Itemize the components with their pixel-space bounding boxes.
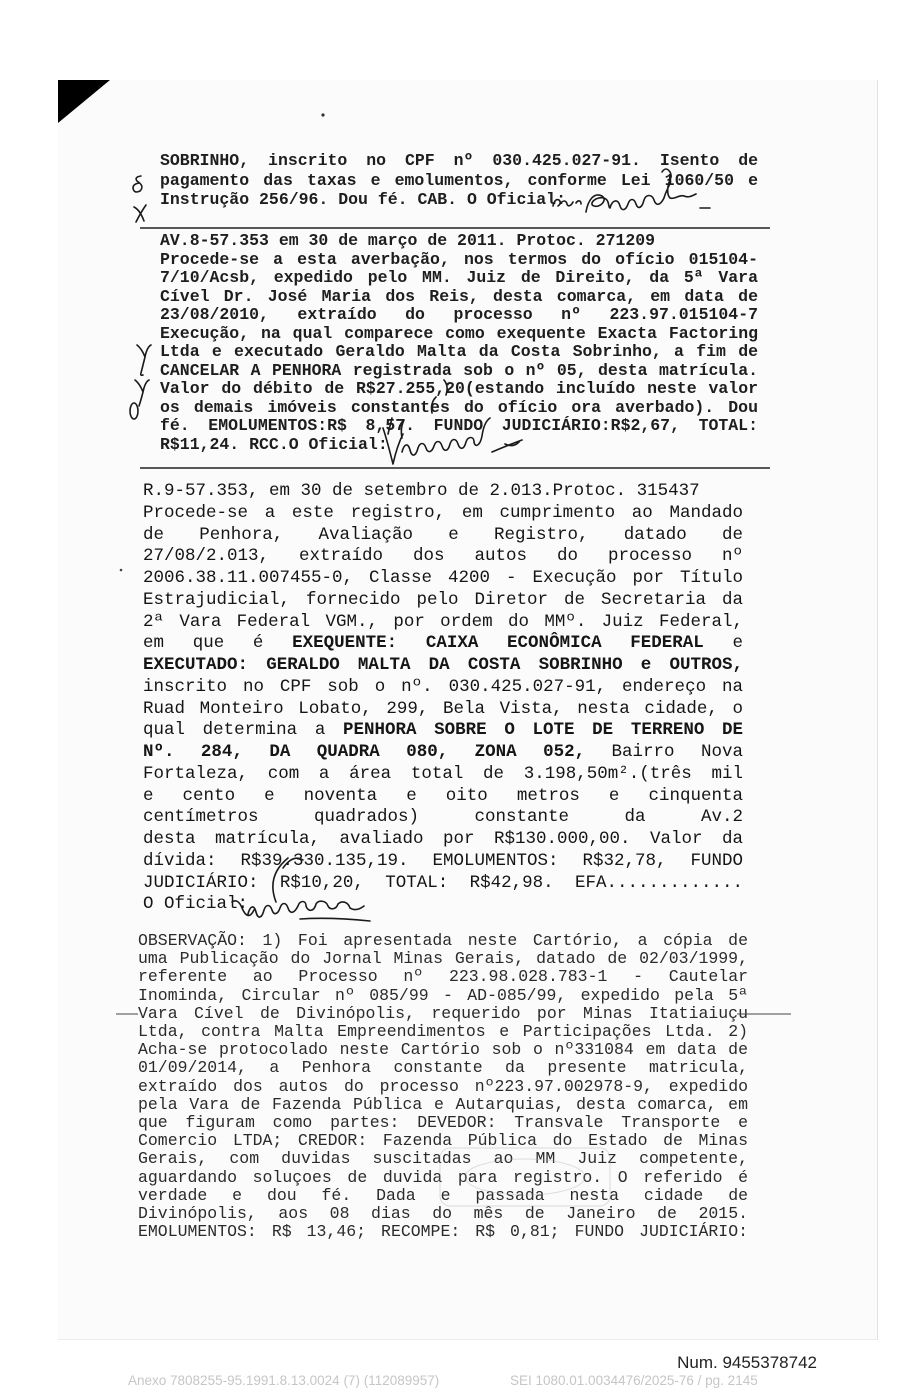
text-line: 23/08/2010, extraído do processo nº 223.97.015104-7 xyxy=(160,305,758,324)
text-segment: Bairro Nova xyxy=(585,742,743,762)
text-segment: e xyxy=(703,633,744,654)
text-line: CANCELAR A PENHORA registrada sob o nº 05, desta matrícula. xyxy=(160,360,758,380)
text-line: verdade e dou fé. Dada e passada nesta cidade de xyxy=(138,1185,748,1205)
text-line: que figuram como partes: DEVEDOR: Transvale Transporte e xyxy=(138,1113,748,1133)
text-line: Comercio LTDA; CREDOR: Fazenda Pública do Estado de Minas xyxy=(138,1131,748,1151)
text-line: Valor do débito de R$27.255,20(estando incluído neste valor xyxy=(160,379,758,398)
text-line: Vara Cível de Divinópolis, requerido por Minas Itatiaiuçu xyxy=(138,1003,748,1023)
text-line: EMOLUMENTOS: R$ 13,46; RECOMPE: R$ 0,81; FUNDO JUDICIÁRIO: xyxy=(138,1222,748,1242)
text-line xyxy=(143,720,743,742)
text-line: 01/09/2014, a Penhora constante da presente matricula, xyxy=(138,1058,748,1078)
text-segment: qual determina a xyxy=(143,720,343,741)
document-number: Num. 9455378742 xyxy=(677,1353,817,1372)
text-line: Divinópolis, aos 08 dias do mês de Janeiro de 2015. xyxy=(138,1204,748,1224)
anexo-reference: Anexo 7808255-95.1991.8.13.0024 (7) (112089957) xyxy=(128,1373,440,1388)
text-line: desta matrícula, avaliado por R$130.000,00. Valor da xyxy=(143,829,743,849)
observacao xyxy=(138,932,748,1241)
text-line: uma Publicação do Jornal Minas Gerais, datado de 02/03/1999, xyxy=(138,949,748,969)
executado-name: EXECUTADO: GERALDO MALTA DA COSTA SOBRINHO e OUTROS, xyxy=(143,655,743,675)
lote-identification: Nº. 284, DA QUADRA 080, ZONA 052, xyxy=(143,742,586,762)
text-line: inscrito no CPF sob o nº. 030.425.027-91, endereço na xyxy=(143,676,743,697)
text-line: R.9-57.353, em 30 de setembro de 2.013.Protoc. 315437 xyxy=(143,481,700,501)
text-line: Instrução 256/96. Dou fé. CAB. O Oficial: xyxy=(160,190,566,209)
text-line: extraído dos autos do processo nº223.97.002978-9, expedido xyxy=(138,1076,748,1096)
text-line: dívida: R$39.330.135,19. EMOLUMENTOS: R$32,78, FUNDO xyxy=(143,850,743,871)
text-line: fé. EMOLUMENTOS:R$ 8,57. FUNDO JUDICIÁRIO:R$2,67, TOTAL: xyxy=(160,416,758,435)
exequente-name: EXEQUENTE: CAIXA ECONÔMICA FEDERAL xyxy=(292,633,704,654)
text-line xyxy=(143,633,743,655)
text-line: Acha-se protocolado neste Cartório sob o nº331084 em data de xyxy=(138,1040,748,1060)
text-line: 27/08/2.013, extraído dos autos do processo nº xyxy=(143,546,743,567)
text-line: O Oficial: xyxy=(143,894,249,915)
text-line: pela Vara de Fazenda Pública e Autarquias, desta comarca, em xyxy=(138,1094,748,1114)
text-line: JUDICIÁRIO: R$10,20, TOTAL: R$42,98. EFA............. xyxy=(143,872,743,893)
averbacao-av8 xyxy=(160,232,758,454)
text-line: 2006.38.11.007455-0, Classe 4200 - Execução por Título xyxy=(143,568,743,588)
text-line: Execução, na qual comparece como exequente Exacta Factoring xyxy=(160,323,758,343)
registro-r9 xyxy=(143,481,743,916)
text-line: Ruad Monteiro Lobato, 299, Bela Vista, nesta cidade, o xyxy=(143,698,743,719)
text-line: 7/10/Acsb, expedido pelo MM. Juiz de Direito, da 5ª Vara xyxy=(160,268,758,287)
text-segment: em que é xyxy=(143,633,293,654)
text-line: Procede-se a esta averbação, nos termos do ofício 015104- xyxy=(160,249,758,269)
text-line: AV.8-57.353 em 30 de março de 2011. Protoc. 271209 xyxy=(160,231,656,250)
registro-continuacao xyxy=(160,151,758,210)
text-line: Estrajudicial, fornecido pelo Diretor de Secretaria da xyxy=(143,589,743,610)
text-line: Procede-se a este registro, em cumprimento ao Mandado xyxy=(143,502,743,523)
text-line: Cível Dr. José Maria dos Reis, desta comarca, em data de xyxy=(160,286,758,306)
sei-reference: SEI 1080.01.0034476/2025-76 / pg. 2145 xyxy=(510,1373,758,1388)
text-line xyxy=(143,742,743,764)
text-line: centímetros quadrados) constante da Av.2 xyxy=(143,807,743,828)
text-line: pagamento das taxas e emolumentos, conforme Lei 1060/50 e xyxy=(160,170,758,190)
text-line: aguardando soluçoes de duvida para registro. O referido é xyxy=(138,1167,748,1187)
penhora-object: PENHORA SOBRE O LOTE DE TERRENO DE xyxy=(343,720,743,741)
text-line: Ltda, contra Malta Empreendimentos e Participações Ltda. 2) xyxy=(138,1022,748,1042)
text-line: de Penhora, Avaliação e Registro, datado de xyxy=(143,524,743,545)
text-line: R$11,24. RCC.O Oficial: xyxy=(160,434,388,454)
text-line: Ltda e executado Geraldo Malta da Costa Sobrinho, a fim de xyxy=(160,342,758,361)
text-line: Gerais, com duvidas suscitadas ao MM Juiz competente, xyxy=(138,1149,748,1169)
text-line: Fortaleza, com a área total de 3.198,50m².(três mil xyxy=(143,763,743,784)
text-line: SOBRINHO, inscrito no CPF nº 030.425.027-91. Isento de xyxy=(160,151,758,170)
text-line: e cento e noventa e oito metros e cinquenta xyxy=(143,785,743,806)
text-line: 2ª Vara Federal VGM., por ordem do MMº. Juiz Federal, xyxy=(143,611,743,632)
text-line: Inominda, Circular nº 085/99 - AD-085/99, expedido pela 5ª xyxy=(138,985,748,1005)
text-line: os demais imóveis constantes do ofício ora averbado). Dou xyxy=(160,397,758,417)
text-line: OBSERVAÇÃO: 1) Foi apresentada neste Cartório, a cópia de xyxy=(138,931,748,950)
text-line: referente ao Processo nº 223.98.028.783-1 - Cautelar xyxy=(138,967,748,987)
